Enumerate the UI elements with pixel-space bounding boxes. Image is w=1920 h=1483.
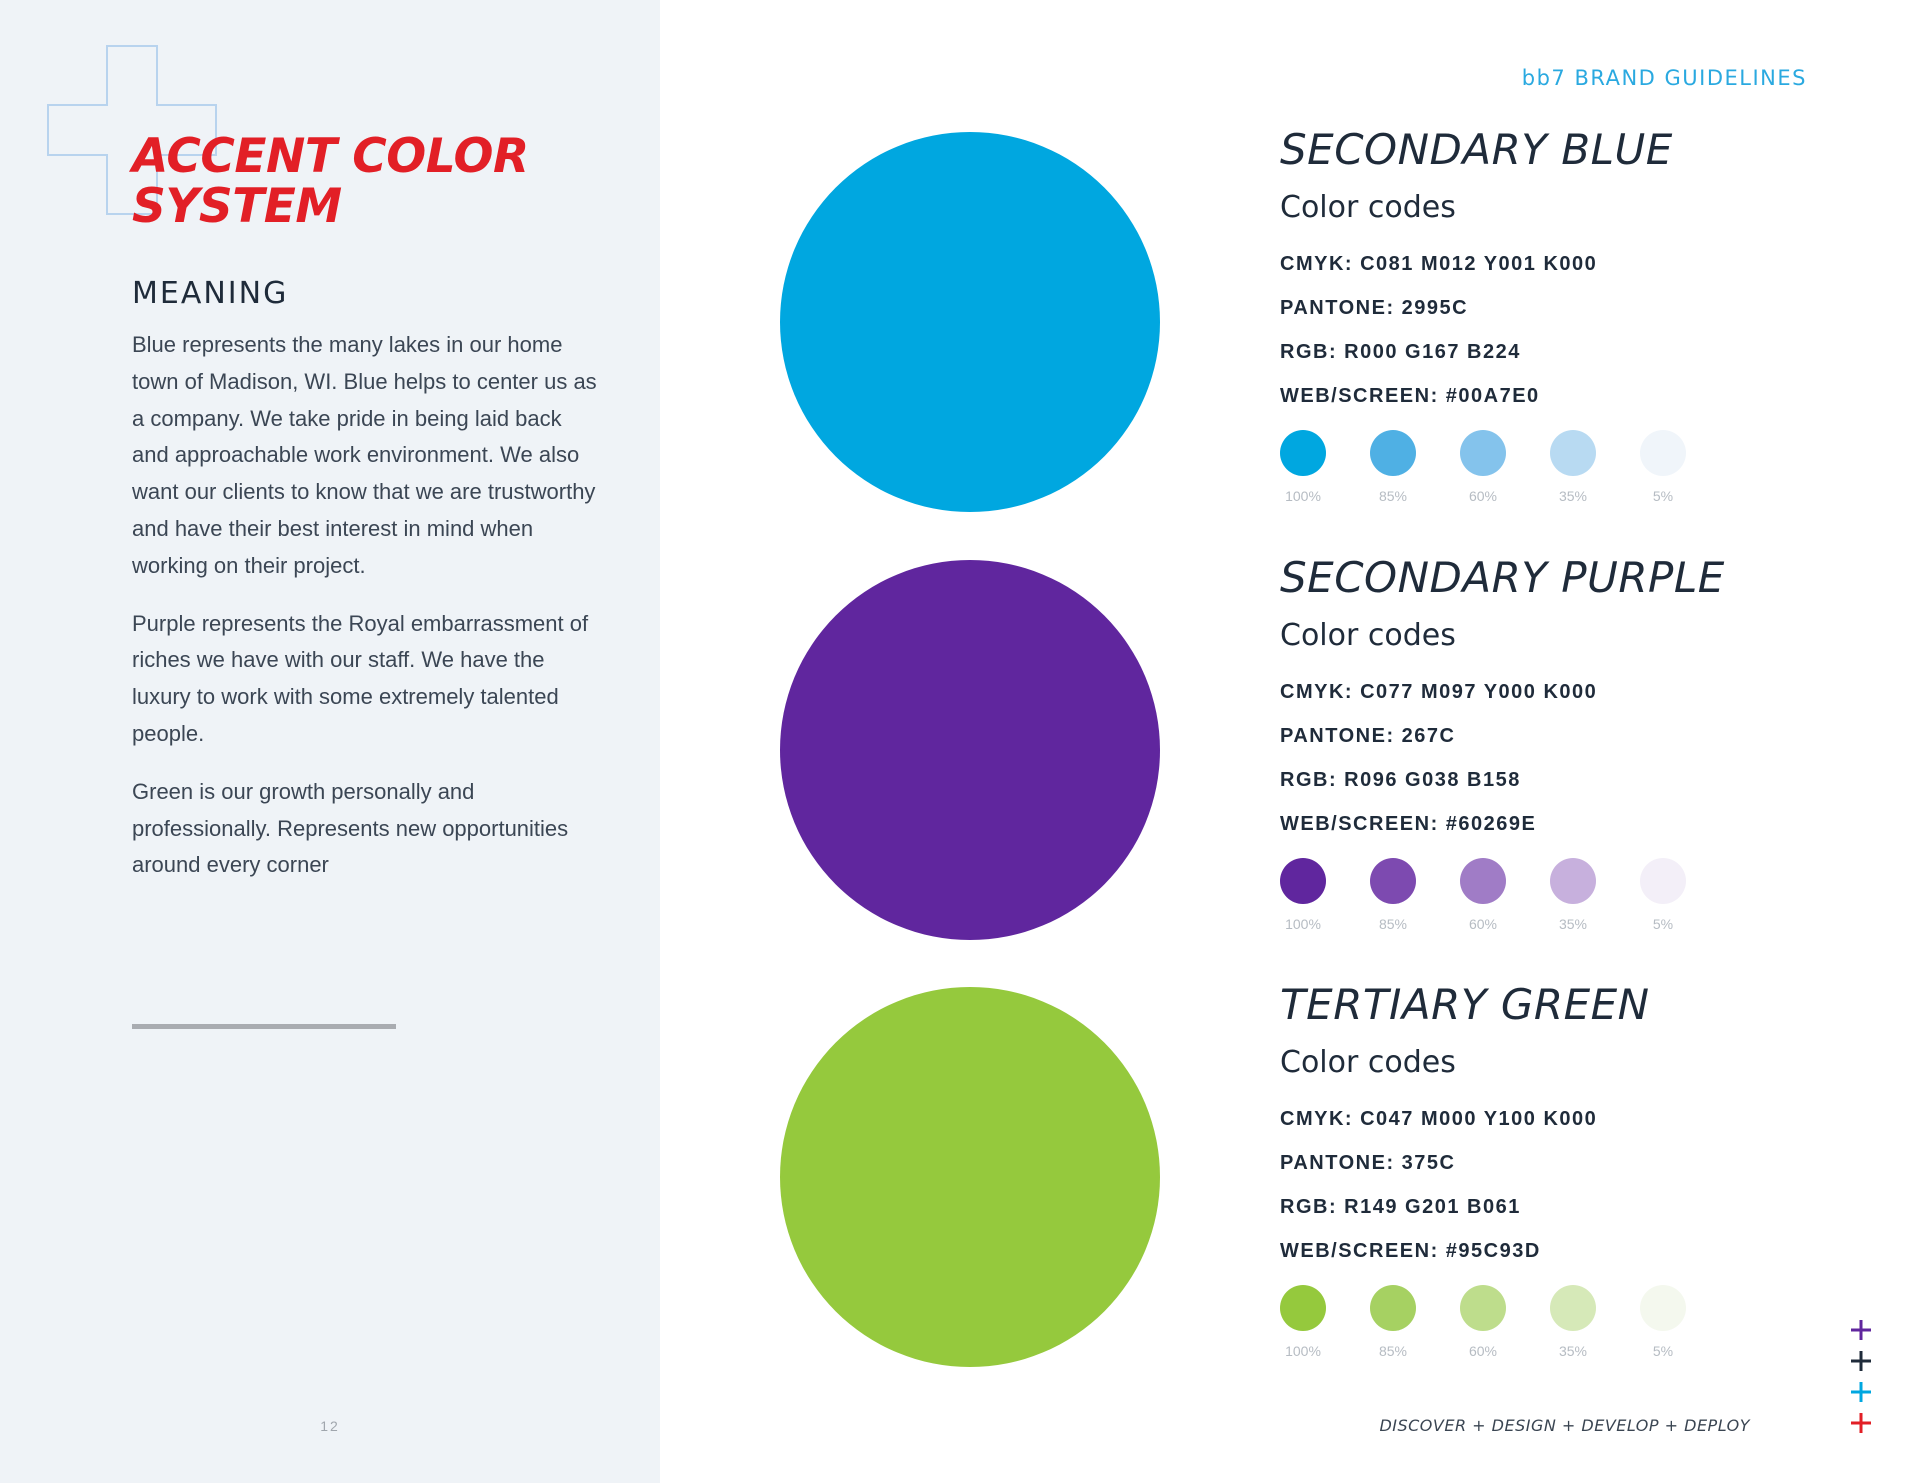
tint-dot	[1370, 1285, 1416, 1331]
tint-dot	[1460, 430, 1506, 476]
tint-swatch	[1370, 430, 1460, 504]
cmyk-code: CMYK: C077 M097 Y000 K000	[1280, 681, 1598, 703]
meaning-text	[132, 327, 602, 905]
page-number: 12	[320, 1418, 340, 1434]
tint-dot	[1280, 858, 1326, 904]
tint-label: 60%	[1468, 488, 1498, 504]
rgb-code: RGB: R149 G201 B061	[1280, 1196, 1521, 1218]
swatch-secondary-purple	[780, 560, 1160, 940]
color-name: SECONDARY BLUE	[1280, 125, 1673, 174]
tint-label: 85%	[1378, 488, 1408, 504]
tint-swatch	[1640, 430, 1730, 504]
divider	[132, 1024, 396, 1029]
tint-dot	[1550, 1285, 1596, 1331]
meaning-paragraph-blue: Blue represents the many lakes in our home town of Madison, WI. Blue helps to center us as a company. We take pride in being laid back and approachable work environment. We also want our clients to know that we are trustworthy and have their best interest in mind when working on their project.	[132, 332, 597, 578]
meaning-heading: MEANING	[132, 276, 289, 311]
swatch-secondary-blue	[780, 132, 1160, 512]
color-codes-heading: Color codes	[1280, 1045, 1456, 1080]
cmyk-code: CMYK: C081 M012 Y001 K000	[1280, 253, 1598, 275]
blue-plus-icon	[1849, 1380, 1873, 1404]
tint-swatch	[1280, 1285, 1370, 1359]
color-name: TERTIARY GREEN	[1280, 980, 1650, 1029]
purple-plus-icon	[1849, 1318, 1873, 1342]
tint-label: 5%	[1652, 916, 1674, 932]
tint-swatch	[1460, 430, 1550, 504]
pantone-code: PANTONE: 375C	[1280, 1152, 1456, 1174]
tint-label: 5%	[1652, 488, 1674, 504]
tint-dot	[1280, 430, 1326, 476]
rgb-code: RGB: R096 G038 B158	[1280, 769, 1521, 791]
meaning-paragraph-purple: Purple represents the Royal embarrassment of riches we have with our staff. We have the luxury to work with some extremely talented people.	[132, 610, 589, 746]
tint-row	[1280, 430, 1840, 504]
tint-label: 5%	[1652, 1343, 1674, 1359]
tint-label: 60%	[1468, 916, 1498, 932]
tint-dot	[1460, 1285, 1506, 1331]
web-code: WEB/SCREEN: #00A7E0	[1280, 385, 1540, 407]
tint-label: 100%	[1285, 488, 1321, 504]
tint-swatch	[1460, 1285, 1550, 1359]
tint-swatch	[1640, 1285, 1730, 1359]
tint-swatch	[1550, 430, 1640, 504]
color-block-tertiary-green	[1280, 981, 1840, 1359]
rgb-code: RGB: R000 G167 B224	[1280, 341, 1521, 363]
tint-label: 60%	[1468, 1343, 1498, 1359]
swatch-tertiary-green	[780, 987, 1160, 1367]
web-code: WEB/SCREEN: #95C93D	[1280, 1240, 1541, 1262]
cmyk-code: CMYK: C047 M000 Y100 K000	[1280, 1108, 1598, 1130]
web-code: WEB/SCREEN: #60269E	[1280, 813, 1537, 835]
tint-dot	[1640, 430, 1686, 476]
tint-dot	[1370, 430, 1416, 476]
tint-label: 35%	[1558, 488, 1588, 504]
tint-swatch	[1280, 430, 1370, 504]
color-codes-heading: Color codes	[1280, 190, 1456, 225]
navy-plus-icon	[1849, 1349, 1873, 1373]
tint-label: 100%	[1285, 916, 1321, 932]
tint-swatch	[1370, 1285, 1460, 1359]
meaning-paragraph-green: Green is our growth personally and professionally. Represents new opportunities around every corner	[132, 778, 569, 878]
tint-swatch	[1280, 858, 1370, 932]
tagline: DISCOVER + DESIGN + DEVELOP + DEPLOY	[1379, 1416, 1750, 1435]
tint-dot	[1550, 858, 1596, 904]
tint-dot	[1550, 430, 1596, 476]
page-title-line-2: SYSTEM	[132, 179, 342, 234]
tint-swatch	[1550, 1285, 1640, 1359]
tint-row	[1280, 858, 1840, 932]
tint-dot	[1640, 1285, 1686, 1331]
page-title	[132, 129, 529, 234]
tint-swatch	[1370, 858, 1460, 932]
tint-swatch	[1640, 858, 1730, 932]
color-name: SECONDARY PURPLE	[1280, 553, 1725, 602]
red-plus-icon	[1849, 1411, 1873, 1435]
color-codes-heading: Color codes	[1280, 618, 1456, 653]
pantone-code: PANTONE: 267C	[1280, 725, 1456, 747]
tint-label: 35%	[1558, 916, 1588, 932]
pantone-code: PANTONE: 2995C	[1280, 297, 1469, 319]
tint-dot	[1370, 858, 1416, 904]
page-title-line-1: ACCENT COLOR	[132, 129, 529, 184]
tint-label: 35%	[1558, 1343, 1588, 1359]
left-panel	[0, 0, 660, 1483]
plus-icon-stack	[1849, 1318, 1875, 1442]
tint-swatch	[1460, 858, 1550, 932]
tint-dot	[1280, 1285, 1326, 1331]
tint-dot	[1460, 858, 1506, 904]
tint-row	[1280, 1285, 1840, 1359]
tint-label: 100%	[1285, 1343, 1321, 1359]
color-block-secondary-blue	[1280, 126, 1840, 504]
tint-swatch	[1550, 858, 1640, 932]
brand-header: bb7 BRAND GUIDELINES	[1521, 66, 1807, 90]
color-block-secondary-purple	[1280, 554, 1840, 932]
tint-label: 85%	[1378, 916, 1408, 932]
tint-label: 85%	[1378, 1343, 1408, 1359]
tint-dot	[1640, 858, 1686, 904]
